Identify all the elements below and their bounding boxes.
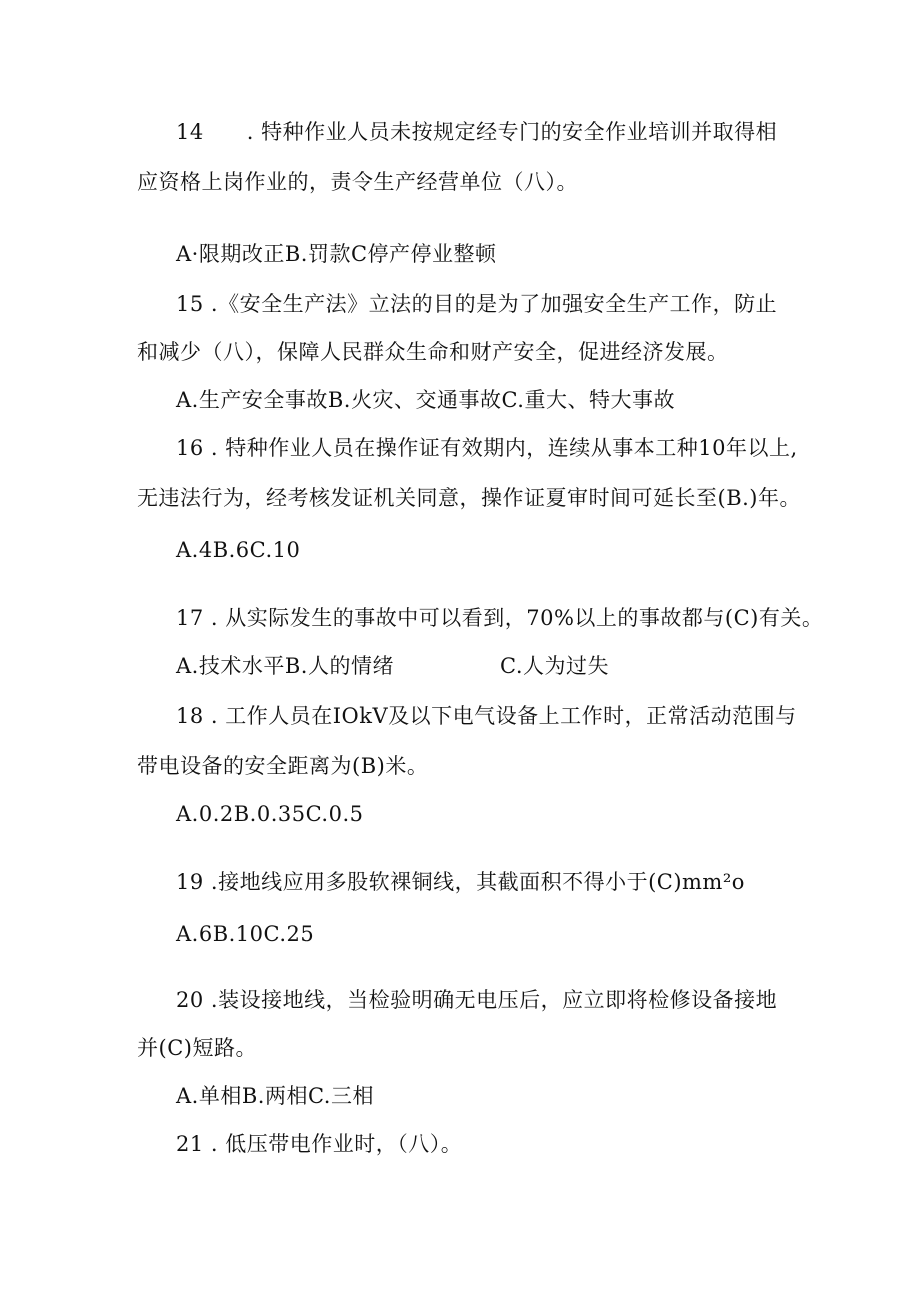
- question-15-options: A.生产安全事故B.火灾、交通事故C.重大、特大事故: [176, 388, 675, 412]
- question-14-line-1: 14 . 特种作业人员未按规定经专门的安全作业培训并取得相: [176, 120, 778, 144]
- question-14-options: A·限期改正B.罚款C停产停业整顿: [176, 242, 497, 266]
- question-15-line-1: 15 .《安全生产法》立法的目的是为了加强安全生产工作，防止: [176, 292, 778, 316]
- question-16-line-1: 16 . 特种作业人员在操作证有效期内，连续从事本工种10年以上,: [176, 436, 798, 460]
- question-18-line-2: 带电设备的安全距离为(B)米。: [137, 754, 429, 778]
- question-14-line-2: 应资格上岗作业的，责令生产经营单位（八）。: [137, 170, 578, 194]
- question-20-line-1: 20 .装设接地线，当检验明确无电压后，应立即将检修设备接地: [176, 988, 778, 1012]
- question-19-options: A.6B.10C.25: [176, 922, 315, 946]
- question-16-line-2: 无违法行为，经考核发证机关同意，操作证夏审时间可延长至(B.)年。: [137, 486, 801, 510]
- question-19-line-1: 19 .接地线应用多股软裸铜线，其截面积不得小于(C)mm²o: [176, 870, 745, 894]
- question-20-options: A.单相B.两相C.三相: [176, 1084, 374, 1108]
- question-20-line-2: 并(C)短路。: [137, 1036, 257, 1060]
- question-18-line-1: 18 . 工作人员在IOkV及以下电气设备上工作时，正常活动范围与: [176, 704, 797, 728]
- question-15-line-2: 和减少（八），保障人民群众生命和财产安全，促进经济发展。: [137, 340, 729, 364]
- question-17-options-b: C.人为过失: [500, 654, 609, 678]
- question-16-options: A.4B.6C.10: [176, 538, 301, 562]
- question-17-line-1: 17 . 从实际发生的事故中可以看到，70%以上的事故都与(C)有关。: [176, 606, 824, 630]
- question-21-line-1: 21 . 低压带电作业时，（八）。: [176, 1132, 463, 1156]
- question-18-options: A.0.2B.0.35C.0.5: [176, 802, 364, 826]
- question-17-options-a: A.技术水平B.人的情绪: [176, 654, 394, 678]
